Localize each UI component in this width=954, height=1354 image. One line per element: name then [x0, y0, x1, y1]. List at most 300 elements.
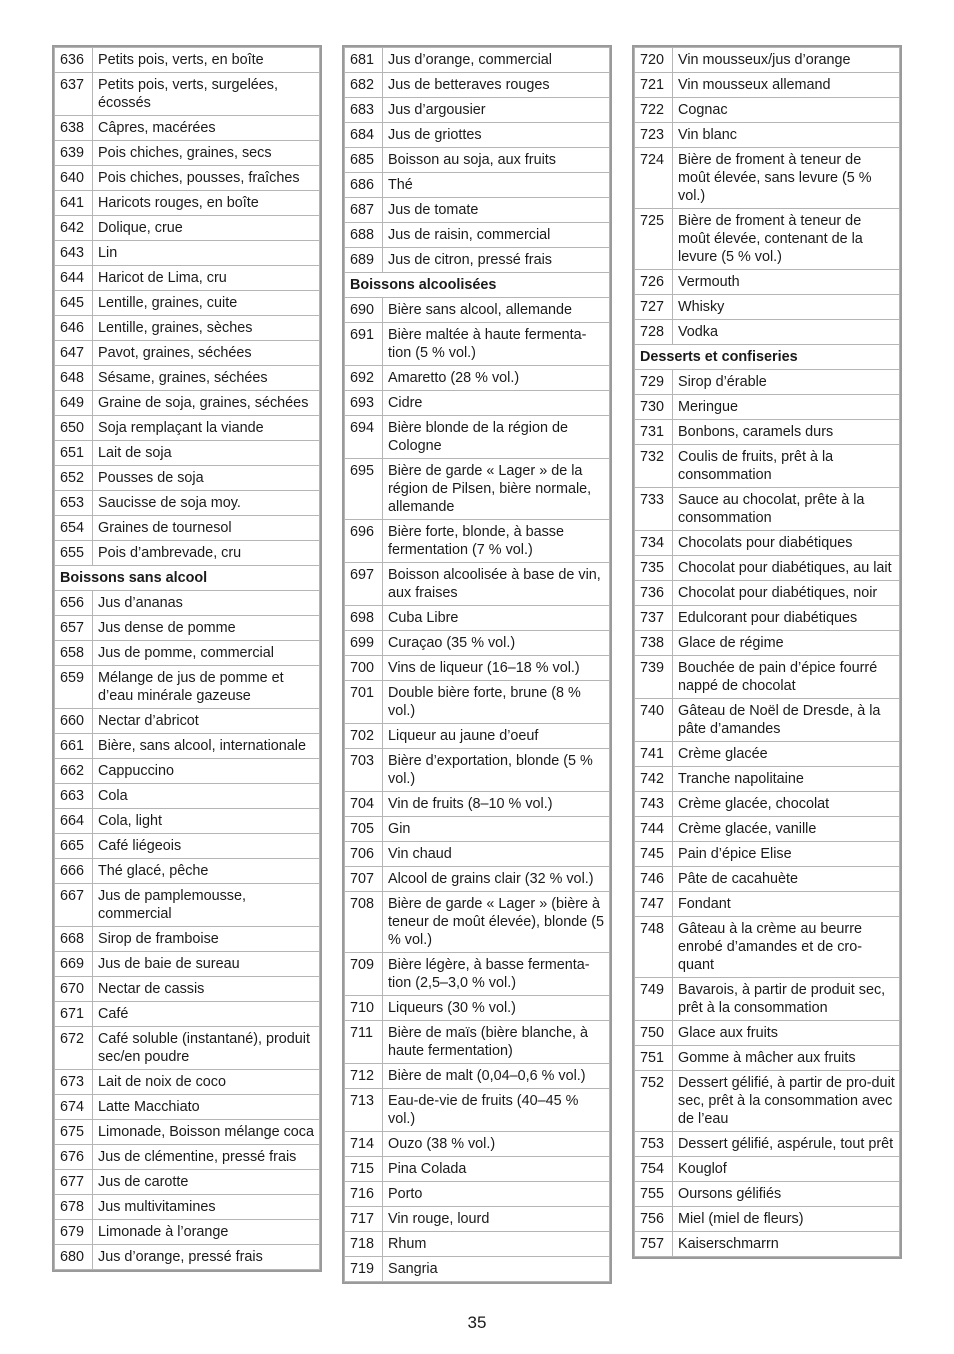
item-label: Lentille, graines, cuite: [93, 291, 320, 316]
table-row: [635, 531, 900, 556]
item-number: 748: [635, 917, 673, 978]
item-label: Vermouth: [673, 270, 900, 295]
table-row: [345, 681, 610, 724]
item-label: Café: [93, 1002, 320, 1027]
item-number: 692: [345, 366, 383, 391]
item-number: 726: [635, 270, 673, 295]
table-row: [635, 48, 900, 73]
table-row: [55, 441, 320, 466]
item-label: Pois d’ambrevade, cru: [93, 541, 320, 566]
item-number: 743: [635, 792, 673, 817]
table-row: [635, 1182, 900, 1207]
table-row: [635, 488, 900, 531]
item-label: Oursons gélifiés: [673, 1182, 900, 1207]
item-number: 701: [345, 681, 383, 724]
table-row: [635, 892, 900, 917]
item-label: Boisson au soja, aux fruits: [383, 148, 610, 173]
item-label: Pois chiches, graines, secs: [93, 141, 320, 166]
item-number: 659: [55, 666, 93, 709]
table-row: [635, 917, 900, 978]
table-row: [345, 1182, 610, 1207]
section-header-label: Boissons sans alcool: [55, 566, 320, 591]
item-number: 638: [55, 116, 93, 141]
item-label: Petits pois, verts, en boîte: [93, 48, 320, 73]
item-number: 717: [345, 1207, 383, 1232]
item-label: Dessert gélifié, aspérule, tout prêt: [673, 1132, 900, 1157]
table-row: [635, 1132, 900, 1157]
table-row: [345, 749, 610, 792]
item-label: Chocolats pour diabétiques: [673, 531, 900, 556]
item-number: 702: [345, 724, 383, 749]
item-number: 655: [55, 541, 93, 566]
item-number: 745: [635, 842, 673, 867]
table-row: [55, 491, 320, 516]
item-number: 711: [345, 1021, 383, 1064]
item-label: Rhum: [383, 1232, 610, 1257]
table-row: [55, 241, 320, 266]
table-row: [345, 48, 610, 73]
table-row: [635, 1046, 900, 1071]
table-row: [345, 248, 610, 273]
item-number: 719: [345, 1257, 383, 1282]
item-number: 681: [345, 48, 383, 73]
table-row: [345, 73, 610, 98]
item-number: 756: [635, 1207, 673, 1232]
table-row: [55, 1120, 320, 1145]
table-row: [635, 73, 900, 98]
item-label: Soja remplaçant la viande: [93, 416, 320, 441]
table-row: [635, 123, 900, 148]
item-label: Jus de citron, pressé frais: [383, 248, 610, 273]
item-label: Jus de baie de sureau: [93, 952, 320, 977]
item-number: 663: [55, 784, 93, 809]
item-label: Liqueurs (30 % vol.): [383, 996, 610, 1021]
item-number: 656: [55, 591, 93, 616]
table-row: [635, 1232, 900, 1257]
item-label: Dessert gélifié, à partir de pro-duit sec, prêt à la consommation avec de l’eau: [673, 1071, 900, 1132]
table-row: [635, 420, 900, 445]
table-row: [55, 834, 320, 859]
item-number: 727: [635, 295, 673, 320]
item-number: 658: [55, 641, 93, 666]
item-label: Cappuccino: [93, 759, 320, 784]
item-label: Latte Macchiato: [93, 1095, 320, 1120]
table-row: [55, 1195, 320, 1220]
table-row: [55, 391, 320, 416]
item-number: 690: [345, 298, 383, 323]
table-row: [55, 416, 320, 441]
item-label: Crème glacée, vanille: [673, 817, 900, 842]
item-number: 662: [55, 759, 93, 784]
item-number: 684: [345, 123, 383, 148]
item-label: Limonade, Boisson mélange coca: [93, 1120, 320, 1145]
item-label: Bouchée de pain d’épice fourré nappé de chocolat: [673, 656, 900, 699]
table-row: [345, 1064, 610, 1089]
item-number: 669: [55, 952, 93, 977]
table-row: [55, 1220, 320, 1245]
table-row: [55, 516, 320, 541]
item-number: 750: [635, 1021, 673, 1046]
item-label: Chocolat pour diabétiques, au lait: [673, 556, 900, 581]
item-number: 650: [55, 416, 93, 441]
table-row: [345, 724, 610, 749]
table-row: [55, 1245, 320, 1270]
item-number: 741: [635, 742, 673, 767]
table-row: [635, 1157, 900, 1182]
table-row: [345, 298, 610, 323]
item-number: 716: [345, 1182, 383, 1207]
item-number: 723: [635, 123, 673, 148]
item-number: 661: [55, 734, 93, 759]
table-row: [345, 366, 610, 391]
item-number: 672: [55, 1027, 93, 1070]
table-row: [635, 445, 900, 488]
item-number: 693: [345, 391, 383, 416]
item-label: Bière de garde « Lager » (bière à teneur de moût élevée), blonde (5 % vol.): [383, 892, 610, 953]
item-label: Bière forte, blonde, à basse fermentation (7 % vol.): [383, 520, 610, 563]
item-label: Jus de betteraves rouges: [383, 73, 610, 98]
item-label: Gomme à mâcher aux fruits: [673, 1046, 900, 1071]
item-label: Thé glacé, pêche: [93, 859, 320, 884]
table-row: [635, 1021, 900, 1046]
table-row: [55, 927, 320, 952]
item-number: 685: [345, 148, 383, 173]
item-number: 721: [635, 73, 673, 98]
table-row: [635, 742, 900, 767]
item-number: 654: [55, 516, 93, 541]
item-label: Pâte de cacahuète: [673, 867, 900, 892]
table-row: [345, 1157, 610, 1182]
table-row: [635, 656, 900, 699]
item-label: Limonade à l’orange: [93, 1220, 320, 1245]
item-label: Bière maltée à haute fermenta-tion (5 % vol.): [383, 323, 610, 366]
item-number: 742: [635, 767, 673, 792]
item-label: Bière de maïs (bière blanche, à haute fermentation): [383, 1021, 610, 1064]
table-row: [55, 116, 320, 141]
item-label: Bonbons, caramels durs: [673, 420, 900, 445]
table-row: [55, 1027, 320, 1070]
item-number: 708: [345, 892, 383, 953]
item-label: Bière d’exportation, blonde (5 % vol.): [383, 749, 610, 792]
table-row: [55, 709, 320, 734]
table-row: [55, 541, 320, 566]
item-label: Eau-de-vie de fruits (40–45 % vol.): [383, 1089, 610, 1132]
item-label: Tranche napolitaine: [673, 767, 900, 792]
item-label: Gin: [383, 817, 610, 842]
item-label: Câpres, macérées: [93, 116, 320, 141]
item-label: Lait de soja: [93, 441, 320, 466]
item-label: Nectar d’abricot: [93, 709, 320, 734]
item-label: Vin de fruits (8–10 % vol.): [383, 792, 610, 817]
table-row: [345, 123, 610, 148]
table-row: [55, 616, 320, 641]
item-label: Pavot, graines, séchées: [93, 341, 320, 366]
item-label: Saucisse de soja moy.: [93, 491, 320, 516]
table-row: [345, 391, 610, 416]
table-row: [55, 73, 320, 116]
table-column-2: [342, 45, 612, 1284]
item-label: Vodka: [673, 320, 900, 345]
item-label: Vin mousseux allemand: [673, 73, 900, 98]
item-number: 648: [55, 366, 93, 391]
table-body-1: [55, 48, 320, 1270]
table-row: [55, 641, 320, 666]
item-number: 694: [345, 416, 383, 459]
item-number: 706: [345, 842, 383, 867]
section-header: [55, 566, 320, 591]
table-row: [55, 884, 320, 927]
item-number: 751: [635, 1046, 673, 1071]
item-label: Café soluble (instantané), produit sec/en poudre: [93, 1027, 320, 1070]
table-row: [345, 1257, 610, 1282]
item-number: 731: [635, 420, 673, 445]
item-number: 757: [635, 1232, 673, 1257]
item-label: Nectar de cassis: [93, 977, 320, 1002]
item-number: 737: [635, 606, 673, 631]
item-label: Boisson alcoolisée à base de vin, aux fraises: [383, 563, 610, 606]
table-row: [635, 370, 900, 395]
item-number: 671: [55, 1002, 93, 1027]
item-label: Haricot de Lima, cru: [93, 266, 320, 291]
item-label: Kaiserschmarrn: [673, 1232, 900, 1257]
item-number: 680: [55, 1245, 93, 1270]
item-label: Bière sans alcool, allemande: [383, 298, 610, 323]
table-row: [55, 666, 320, 709]
item-number: 657: [55, 616, 93, 641]
table-row: [635, 631, 900, 656]
item-label: Thé: [383, 173, 610, 198]
item-number: 712: [345, 1064, 383, 1089]
item-number: 754: [635, 1157, 673, 1182]
item-number: 675: [55, 1120, 93, 1145]
item-number: 700: [345, 656, 383, 681]
table-row: [345, 1021, 610, 1064]
item-label: Liqueur au jaune d’oeuf: [383, 724, 610, 749]
table-row: [345, 223, 610, 248]
item-number: 735: [635, 556, 673, 581]
item-number: 653: [55, 491, 93, 516]
item-label: Bière de froment à teneur de moût élevée, contenant de la levure (5 % vol.): [673, 209, 900, 270]
item-label: Graines de tournesol: [93, 516, 320, 541]
item-label: Vin mousseux/jus d’orange: [673, 48, 900, 73]
table-row: [345, 563, 610, 606]
item-number: 725: [635, 209, 673, 270]
item-number: 636: [55, 48, 93, 73]
item-number: 649: [55, 391, 93, 416]
item-label: Jus d’ananas: [93, 591, 320, 616]
item-label: Pain d’épice Elise: [673, 842, 900, 867]
item-number: 715: [345, 1157, 383, 1182]
item-label: Porto: [383, 1182, 610, 1207]
item-number: 666: [55, 859, 93, 884]
item-number: 678: [55, 1195, 93, 1220]
item-number: 686: [345, 173, 383, 198]
table-row: [635, 1071, 900, 1132]
item-label: Pina Colada: [383, 1157, 610, 1182]
item-number: 668: [55, 927, 93, 952]
item-number: 640: [55, 166, 93, 191]
item-label: Chocolat pour diabétiques, noir: [673, 581, 900, 606]
table-row: [635, 295, 900, 320]
item-number: 676: [55, 1145, 93, 1170]
item-number: 679: [55, 1220, 93, 1245]
table-row: [55, 48, 320, 73]
table-row: [345, 842, 610, 867]
item-number: 646: [55, 316, 93, 341]
page-number: 35: [467, 1313, 487, 1332]
item-number: 732: [635, 445, 673, 488]
item-number: 687: [345, 198, 383, 223]
item-label: Sirop de framboise: [93, 927, 320, 952]
item-label: Meringue: [673, 395, 900, 420]
table-body-2: [345, 48, 610, 1282]
table-row: [345, 416, 610, 459]
item-number: 647: [55, 341, 93, 366]
item-number: 645: [55, 291, 93, 316]
table-row: [635, 98, 900, 123]
item-number: 707: [345, 867, 383, 892]
item-label: Jus multivitamines: [93, 1195, 320, 1220]
item-label: Jus de tomate: [383, 198, 610, 223]
item-label: Jus de raisin, commercial: [383, 223, 610, 248]
item-number: 652: [55, 466, 93, 491]
item-number: 667: [55, 884, 93, 927]
item-label: Bière blonde de la région de Cologne: [383, 416, 610, 459]
table-row: [635, 270, 900, 295]
item-number: 733: [635, 488, 673, 531]
item-label: Gâteau de Noël de Dresde, à la pâte d’amandes: [673, 699, 900, 742]
item-number: 714: [345, 1132, 383, 1157]
item-number: 734: [635, 531, 673, 556]
item-number: 736: [635, 581, 673, 606]
item-number: 651: [55, 441, 93, 466]
table-row: [635, 767, 900, 792]
table-row: [55, 141, 320, 166]
table-row: [345, 656, 610, 681]
item-label: Vins de liqueur (16–18 % vol.): [383, 656, 610, 681]
table-row: [55, 759, 320, 784]
table-row: [345, 792, 610, 817]
item-number: 644: [55, 266, 93, 291]
item-number: 752: [635, 1071, 673, 1132]
item-label: Sirop d’érable: [673, 370, 900, 395]
table-row: [635, 556, 900, 581]
item-number: 720: [635, 48, 673, 73]
item-label: Café liégeois: [93, 834, 320, 859]
item-number: 641: [55, 191, 93, 216]
table-row: [55, 341, 320, 366]
table-row: [55, 266, 320, 291]
table-row: [55, 809, 320, 834]
section-header: [345, 273, 610, 298]
item-number: 665: [55, 834, 93, 859]
table-row: [635, 1207, 900, 1232]
table-row: [345, 996, 610, 1021]
table-row: [345, 892, 610, 953]
item-label: Ouzo (38 % vol.): [383, 1132, 610, 1157]
table-row: [55, 1095, 320, 1120]
table-row: [55, 291, 320, 316]
item-label: Lait de noix de coco: [93, 1070, 320, 1095]
item-number: 722: [635, 98, 673, 123]
item-label: Pois chiches, pousses, fraîches: [93, 166, 320, 191]
item-number: 749: [635, 978, 673, 1021]
table-row: [55, 591, 320, 616]
item-number: 697: [345, 563, 383, 606]
table-row: [345, 520, 610, 563]
table-row: [55, 952, 320, 977]
table-row: [345, 323, 610, 366]
item-number: 728: [635, 320, 673, 345]
item-label: Bière légère, à basse fermenta-tion (2,5–3,0 % vol.): [383, 953, 610, 996]
item-label: Sauce au chocolat, prête à la consommation: [673, 488, 900, 531]
item-number: 747: [635, 892, 673, 917]
item-label: Bavarois, à partir de produit sec, prêt à la consommation: [673, 978, 900, 1021]
item-number: 705: [345, 817, 383, 842]
item-label: Dolique, crue: [93, 216, 320, 241]
item-number: 660: [55, 709, 93, 734]
item-label: Jus d’orange, pressé frais: [93, 1245, 320, 1270]
item-number: 674: [55, 1095, 93, 1120]
item-number: 746: [635, 867, 673, 892]
table-row: [55, 1002, 320, 1027]
item-label: Gâteau à la crème au beurre enrobé d’amandes et de cro-quant: [673, 917, 900, 978]
table-row: [635, 867, 900, 892]
item-label: Glace de régime: [673, 631, 900, 656]
table-row: [345, 459, 610, 520]
item-number: 724: [635, 148, 673, 209]
item-number: 664: [55, 809, 93, 834]
item-label: Graine de soja, graines, séchées: [93, 391, 320, 416]
table-row: [55, 316, 320, 341]
item-label: Whisky: [673, 295, 900, 320]
item-label: Crème glacée: [673, 742, 900, 767]
table-row: [55, 216, 320, 241]
item-label: Miel (miel de fleurs): [673, 1207, 900, 1232]
item-number: 753: [635, 1132, 673, 1157]
item-label: Jus dense de pomme: [93, 616, 320, 641]
item-label: Cuba Libre: [383, 606, 610, 631]
table-row: [635, 699, 900, 742]
item-label: Kouglof: [673, 1157, 900, 1182]
item-number: 739: [635, 656, 673, 699]
item-number: 688: [345, 223, 383, 248]
table-row: [345, 953, 610, 996]
table-body-3: [635, 48, 900, 1257]
table-row: [345, 1089, 610, 1132]
item-label: Bière de garde « Lager » de la région de Pilsen, bière normale, allemande: [383, 459, 610, 520]
table-row: [345, 867, 610, 892]
table-row: [345, 1232, 610, 1257]
section-header-label: Desserts et confiseries: [635, 345, 900, 370]
table-row: [635, 320, 900, 345]
item-label: Vin blanc: [673, 123, 900, 148]
item-label: Edulcorant pour diabétiques: [673, 606, 900, 631]
item-number: 699: [345, 631, 383, 656]
item-number: 643: [55, 241, 93, 266]
item-label: Glace aux fruits: [673, 1021, 900, 1046]
item-number: 670: [55, 977, 93, 1002]
item-label: Amaretto (28 % vol.): [383, 366, 610, 391]
item-label: Cola, light: [93, 809, 320, 834]
item-number: 718: [345, 1232, 383, 1257]
item-number: 695: [345, 459, 383, 520]
table-row: [345, 173, 610, 198]
item-number: 730: [635, 395, 673, 420]
item-number: 738: [635, 631, 673, 656]
table-row: [345, 631, 610, 656]
table-row: [345, 817, 610, 842]
